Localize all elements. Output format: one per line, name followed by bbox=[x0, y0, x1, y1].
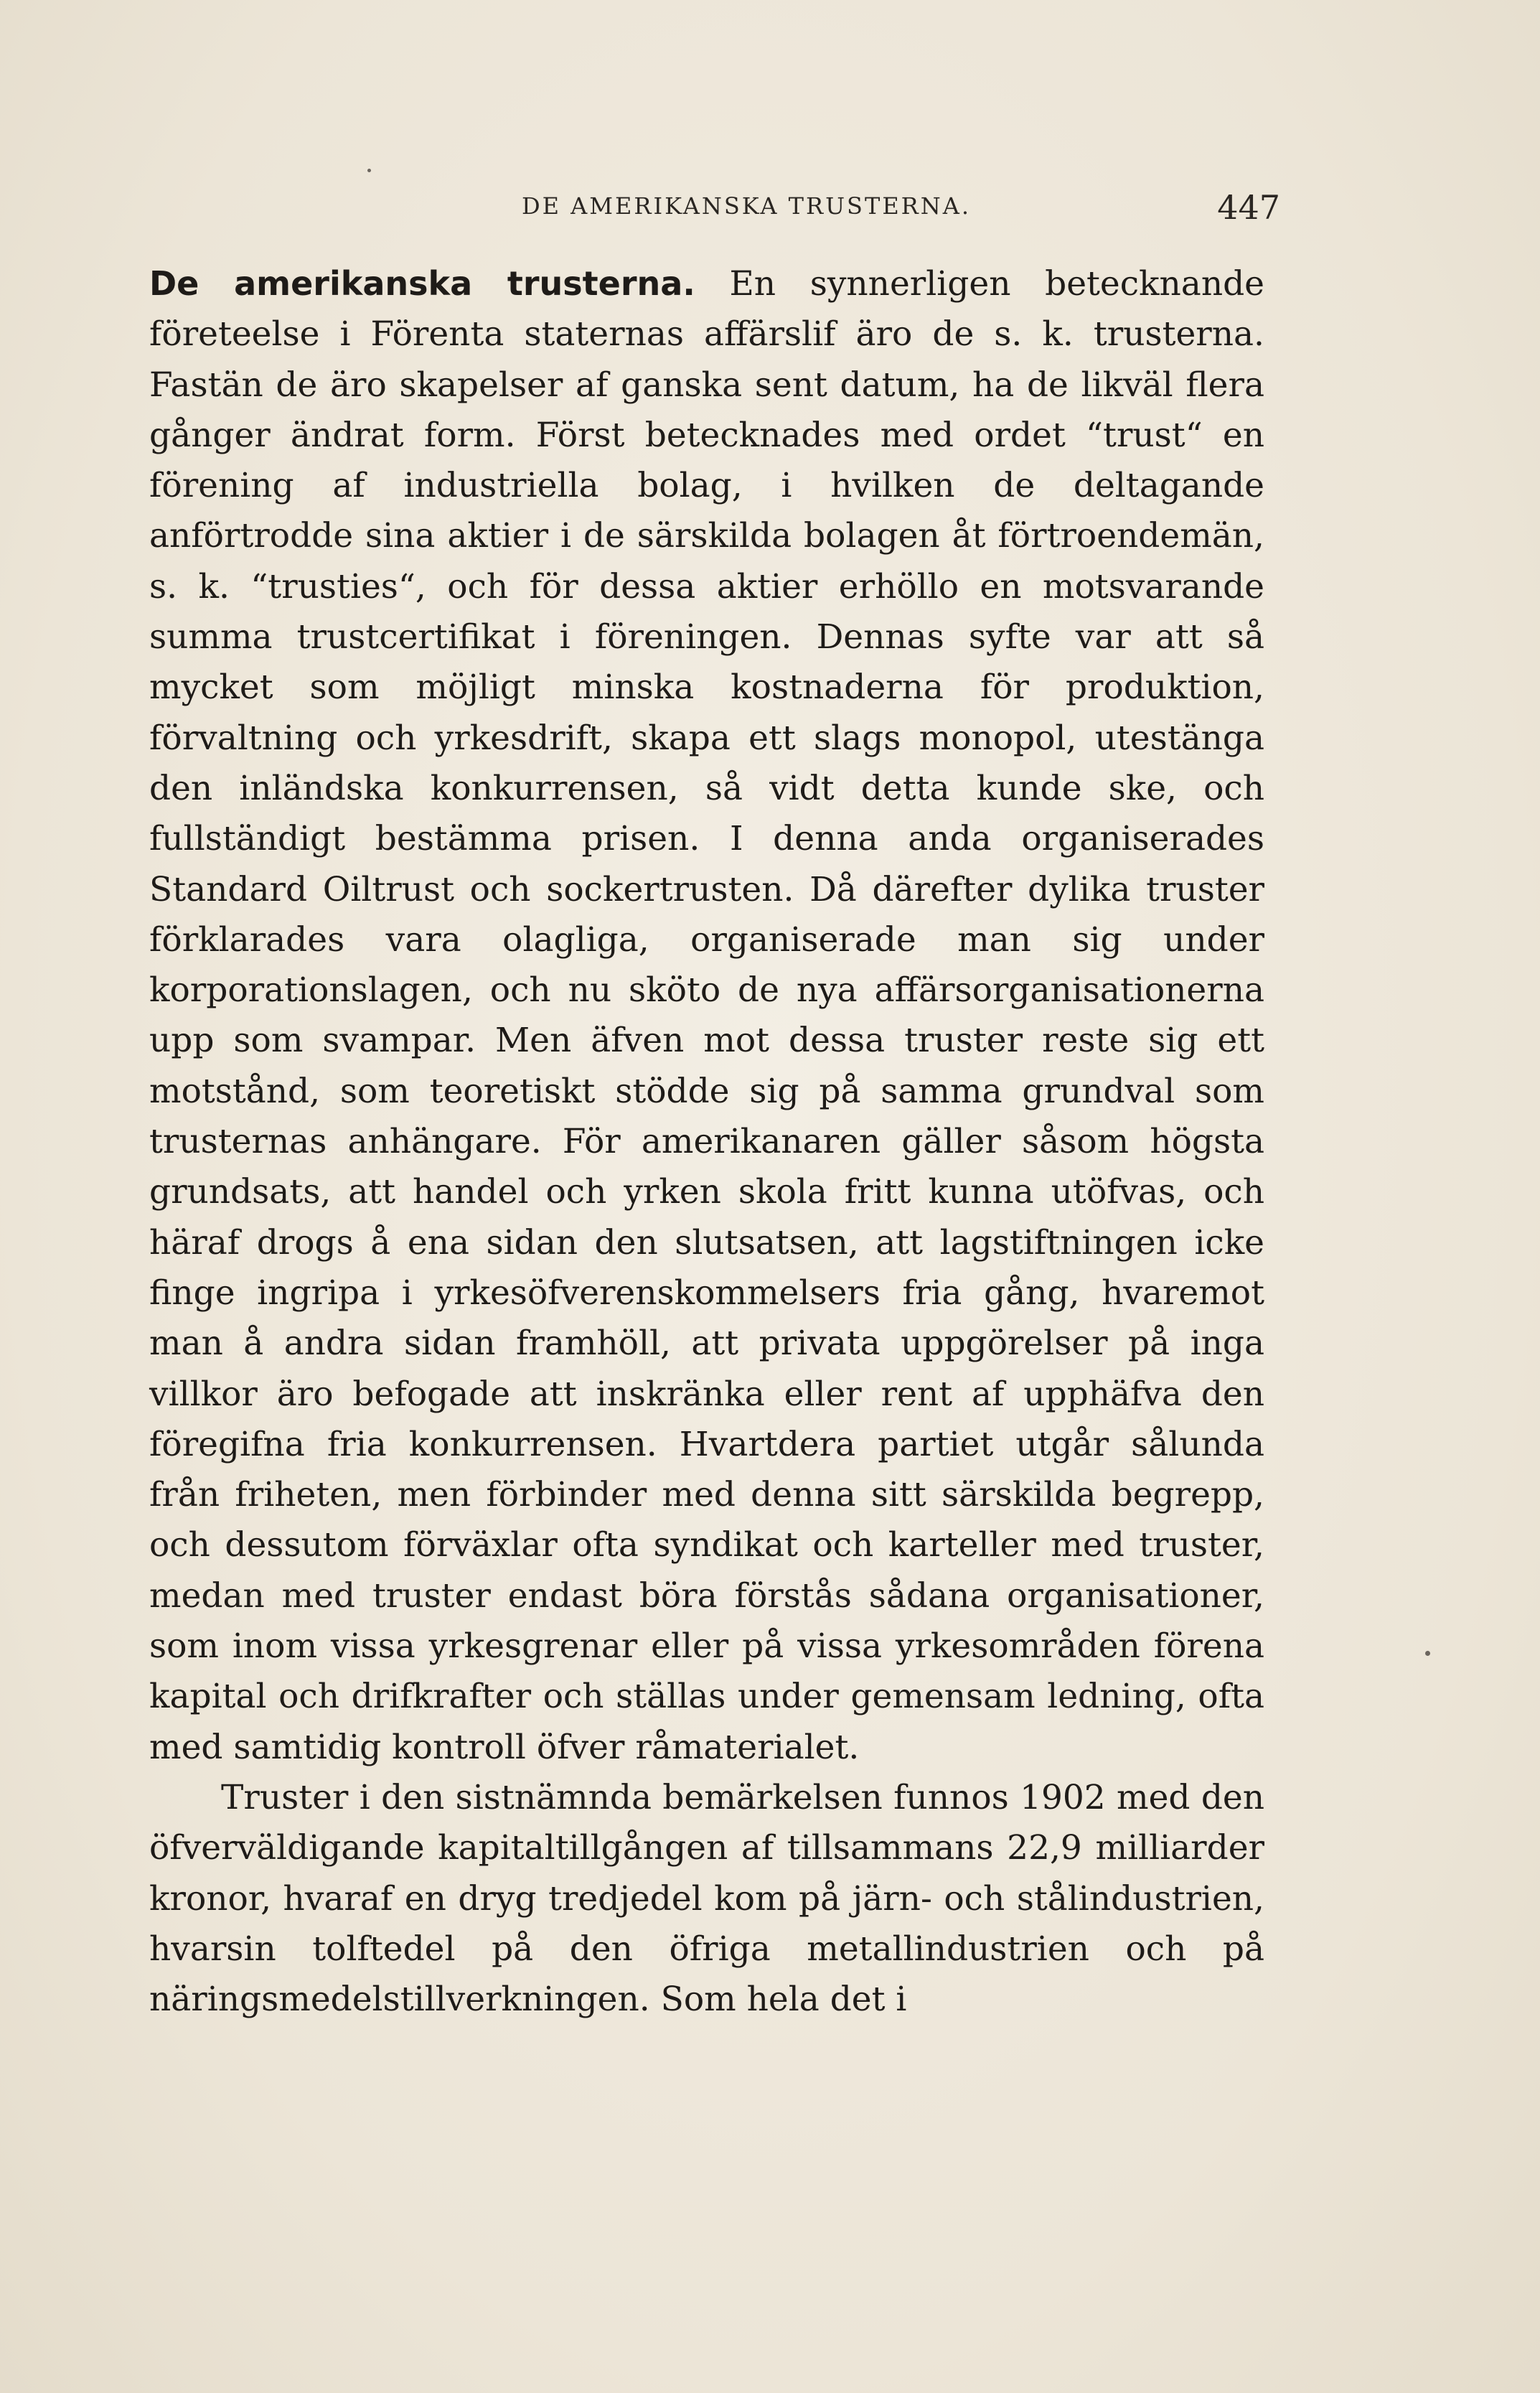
running-head: DE AMERIKANSKA TRUSTERNA. bbox=[521, 192, 972, 220]
paragraph-1-text: En synnerligen betecknande företeelse i Förenta staternas affärslif äro de s. k. trusterna. Fastän de äro skapelser af ganska sent datum, ha de likväl flera gånger ändrat form. Först betecknades med ordet “trust“ en förening af industriella bolag, i hvilken de deltagande anförtrodde sina aktier i de särskilda bolagen åt förtroendemän, s. k. “trusties“, och för dessa aktier erhöllo en motsvarande summa trustcertifikat i föreningen. Dennas syfte var att så mycket som möjligt minska kostnaderna för produktion, förvaltning och yrkesdrift, skapa ett slags monopol, utestänga den inländska konkurrensen, så vidt detta kunde ske, och fullständigt bestämma prisen. I denna anda organiserades Standard Oiltrust och sockertrusten. Då därefter dylika truster förklarades vara olagliga, organiserade man sig under korporationslagen, och nu sköto de nya affärsorganisationerna upp som svampar. Men äfven mot dessa truster reste sig ett motstånd, som teoretiskt stödde sig på samma grundval som trusternas anhängare. För amerikanaren gäller såsom högsta grundsats, att handel och yrken skola fritt kunna utöfvas, och häraf drogs å ena sidan den slutsatsen, att lagstiftningen icke finge ingripa i yrkesöfverenskommelsers fria gång, hvaremot man å andra sidan framhöll, att privata uppgörelser på inga villkor äro befogade att inskränka eller rent af upphäfva den föregifna fria konkurrensen. Hvartdera partiet utgår sålunda från friheten, men förbinder med denna sitt särskilda begrepp, och dessutom förväxlar ofta syndikat och karteller med truster, medan med truster endast böra förstås sådana organisationer, som inom vissa yrkesgrenar eller på vissa yrkesområden förena kapital och drifkrafter och ställas under gemensam ledning, ofta med samtidig kontroll öfver råmaterialet. bbox=[149, 264, 1264, 1767]
paragraph-2: Truster i den sistnämnda bemärkelsen funnos 1902 med den öfverväldigande kapitaltillgången af tillsammans 22,9 milliarder kronor, hvaraf en dryg tredjedel kom på järn- och stålindustrien, hvarsin tolftedel på den öfriga metallindustrien och på näringsmedelstillverkningen. Som hela det i bbox=[149, 1777, 1264, 2020]
paragraph-1 bbox=[149, 258, 1264, 1773]
article-title: De amerikanska trusterna. bbox=[149, 264, 695, 303]
article-body bbox=[149, 258, 1264, 2025]
paper-speck bbox=[367, 169, 371, 172]
paper-speck bbox=[1425, 1651, 1430, 1656]
page-number: 447 bbox=[1217, 188, 1280, 227]
